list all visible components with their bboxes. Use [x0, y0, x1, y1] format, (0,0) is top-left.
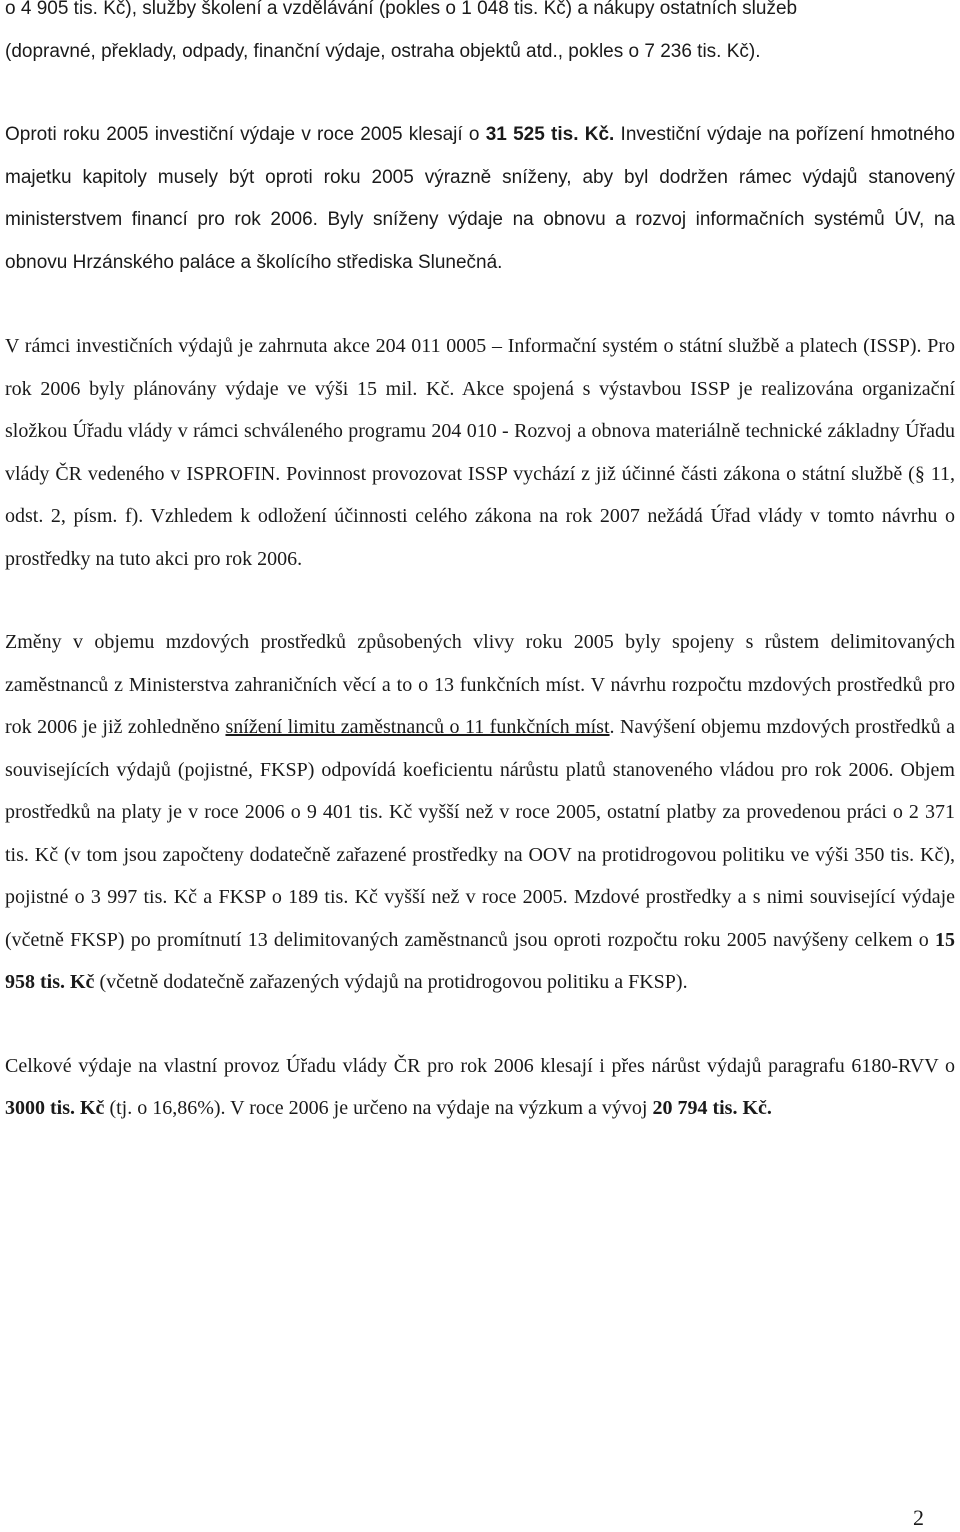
paragraph-text: V rámci investičních výdajů je zahrnuta akce 204 011 0005 – Informační systém o státní službě a platech (ISSP). Pro rok 2006 byly plánovány výdaje ve výši 15 mil. Kč. Akce spojená s výstavbou ISSP je realizována organizační složkou Úřadu vlády v rámci schváleného programu 204 010 - Rozvoj a obnova materiálně technické základny Úřadu vlády ČR vedeného v ISPROFIN. Povinnost provozovat ISSP vychází z již účinné části zákona o státní službě (§ 11, odst. 2, písm. f). Vzhledem k odložení účinnosti celého zákona na rok 2007 nežádá Úřad vlády v tomto návrhu o prostředky na tuto akci pro rok 2006.: [5, 335, 955, 570]
paragraph-line: (dopravné, překlady, odpady, finanční výdaje, ostraha objektů atd., pokles o 7 236 tis. Kč).: [5, 40, 761, 62]
paragraph-wage-changes: [5, 621, 955, 1004]
paragraph-text: (včetně dodatečně zařazených výdajů na protidrogovou politiku a FKSP).: [94, 971, 688, 993]
underlined-text: snížení limitu zaměstnanců o 11 funkčních míst: [225, 716, 610, 738]
paragraph-services-costs: [5, 0, 955, 73]
paragraph-investment-expenditure: [5, 114, 955, 284]
page-number: 2: [913, 1505, 924, 1530]
bold-amount: 20 794 tis. Kč.: [652, 1097, 772, 1119]
paragraph-text: Změny v objemu mzdových prostředků způsobených vlivy roku 2005 byly spojeny s růstem delimitovaných zaměstnanců z Ministerstva zahraničních věcí a to o 13 funkčních míst. V návrhu rozpočtu mzdových prostředků pro rok 2006 je již zohledněno: [5, 631, 955, 738]
paragraph-total-expenditure: [5, 1045, 955, 1130]
paragraph-text: Celkové výdaje na vlastní provoz Úřadu vlády ČR pro rok 2006 klesají i přes nárůst výdajů paragrafu 6180-RVV o: [5, 1054, 955, 1077]
paragraph-text: (tj. o 16,86%). V roce 2006 je určeno na výdaje na výzkum a vývoj: [104, 1097, 653, 1119]
sentence-text: Byly sníženy výdaje na obnovu a rozvoj informačních systémů ÚV, na obnovu Hrzánského paláce a školícího střediska Slunečná.: [5, 209, 955, 273]
bold-amount: 15 958 tis.: [5, 928, 955, 993]
paragraph-issp: [5, 325, 955, 580]
paragraph-line: o 4 905 tis. Kč), služby školení a vzdělávání (pokles o 1 048 tis. Kč) a nákupy ostatních služeb: [5, 0, 798, 19]
sentence-text: Oproti roku 2005 investiční výdaje v roce 2005 klesají o: [5, 124, 486, 145]
document-page: [5, 0, 955, 1130]
paragraph-text: . Navýšení objemu mzdových prostředků a souvisejících výdajů (pojistné, FKSP) odpovídá koeficientu nárůstu platů stanoveného vládou pro rok 2006. Objem prostředků na platy je v roce 2006 o 9 401 tis. Kč vyšší než v roce 2005, ostatní platby za provedenou práci o 2 371 tis. Kč (v tom jsou započteny dodatečně zařazené prostředky na OOV na protidrogovou politiku ve výši 350 tis. Kč), pojistné o 3 997 tis. Kč a FKSP o 189 tis. Kč vyšší než v roce 2005. Mzdové prostředky a s nimi související výdaje (včetně FKSP) po promítnutí 13 delimitovaných zaměstnanců jsou oproti rozpočtu roku 2005 navýšeny celkem o: [5, 716, 955, 951]
bold-amount: 31 525 tis. Kč.: [485, 124, 615, 145]
bold-currency: Kč: [70, 971, 95, 993]
bold-amount: 3000 tis. Kč: [5, 1097, 105, 1119]
sentence-text: Investiční výdaje na pořízení hmotného majetku kapitoly musely být oproti roku 2005 výrazně sníženy, aby byl dodržen rámec výdajů stanovený ministerstvem financí pro rok 2006.: [5, 124, 955, 230]
